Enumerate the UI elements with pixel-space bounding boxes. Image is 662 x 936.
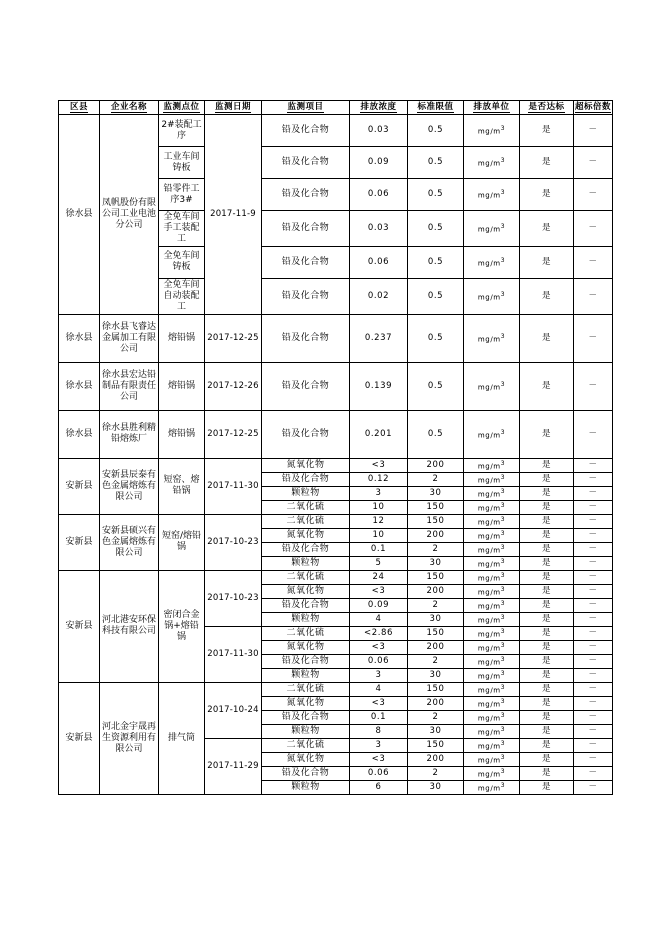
cell-limit: 2 <box>408 598 464 612</box>
cell-exceed: － <box>574 626 613 640</box>
cell-date: 2017-10-23 <box>205 514 262 570</box>
cell-unit: $mg/m^3$ <box>464 528 520 542</box>
cell-pass: 是 <box>520 570 574 584</box>
cell-pass: 是 <box>520 654 574 668</box>
cell-project: 颗粒物 <box>262 668 350 682</box>
cell-unit: $mg/m^3$ <box>464 640 520 654</box>
cell-exceed: － <box>574 682 613 696</box>
cell-limit: 30 <box>408 486 464 500</box>
header-cell-district: 区县 <box>59 101 100 115</box>
cell-unit: $mg/m^3$ <box>464 500 520 514</box>
cell-limit: 150 <box>408 514 464 528</box>
cell-exceed: － <box>574 179 613 211</box>
cell-unit: $mg/m^3$ <box>464 246 520 278</box>
cell-unit: $mg/m^3$ <box>464 584 520 598</box>
cell-limit: 0.5 <box>408 211 464 247</box>
cell-project: 铅及化合物 <box>262 147 350 179</box>
cell-concentration: 0.03 <box>350 211 408 247</box>
cell-company: 河北港安环保科技有限公司 <box>100 570 159 682</box>
cell-exceed: － <box>574 738 613 752</box>
cell-site: 熔铅锅 <box>159 410 205 458</box>
table-row <box>59 682 613 696</box>
cell-exceed: － <box>574 696 613 710</box>
header-cell-unit: 排放单位 <box>464 101 520 115</box>
cell-pass: 是 <box>520 211 574 247</box>
cell-site: 铅零件工序3# <box>159 179 205 211</box>
cell-pass: 是 <box>520 410 574 458</box>
table-row <box>59 362 613 410</box>
cell-limit: 2 <box>408 710 464 724</box>
cell-concentration: 0.139 <box>350 362 408 410</box>
cell-exceed: － <box>574 278 613 314</box>
cell-district: 徐水县 <box>59 314 100 362</box>
cell-pass: 是 <box>520 514 574 528</box>
spreadsheet-sheet <box>58 100 612 795</box>
cell-project: 铅及化合物 <box>262 542 350 556</box>
cell-site: 熔铅锅 <box>159 362 205 410</box>
cell-limit: 0.5 <box>408 179 464 211</box>
cell-concentration: <3 <box>350 584 408 598</box>
cell-pass: 是 <box>520 472 574 486</box>
cell-site: 熔铅锅 <box>159 314 205 362</box>
cell-concentration: <3 <box>350 640 408 654</box>
cell-date: 2017-11-9 <box>205 115 262 315</box>
cell-district: 徐水县 <box>59 115 100 315</box>
cell-pass: 是 <box>520 696 574 710</box>
cell-project: 铅及化合物 <box>262 314 350 362</box>
cell-project: 二氧化硫 <box>262 682 350 696</box>
cell-exceed: － <box>574 710 613 724</box>
table-header <box>59 101 613 115</box>
cell-company: 徐水县飞睿达金属加工有限公司 <box>100 314 159 362</box>
cell-project: 氮氧化物 <box>262 640 350 654</box>
cell-project: 颗粒物 <box>262 780 350 794</box>
cell-unit: $mg/m^3$ <box>464 612 520 626</box>
header-cell-exceed: 超标倍数 <box>574 101 613 115</box>
cell-project: 颗粒物 <box>262 556 350 570</box>
cell-site: 2#装配工序 <box>159 115 205 147</box>
cell-exceed: － <box>574 514 613 528</box>
header-cell-date: 监测日期 <box>205 101 262 115</box>
cell-concentration: <3 <box>350 696 408 710</box>
table-row <box>59 410 613 458</box>
cell-concentration: 0.201 <box>350 410 408 458</box>
table-row <box>59 458 613 472</box>
cell-concentration: 3 <box>350 738 408 752</box>
header-cell-company: 企业名称 <box>100 101 159 115</box>
cell-date: 2017-12-25 <box>205 410 262 458</box>
cell-concentration: 0.06 <box>350 654 408 668</box>
cell-site: 全免车间自动装配工 <box>159 278 205 314</box>
cell-pass: 是 <box>520 668 574 682</box>
cell-site: 短窑/熔铅锅 <box>159 514 205 570</box>
cell-pass: 是 <box>520 598 574 612</box>
cell-unit: $mg/m^3$ <box>464 752 520 766</box>
cell-concentration: 12 <box>350 514 408 528</box>
cell-exceed: － <box>574 362 613 410</box>
cell-unit: $mg/m^3$ <box>464 710 520 724</box>
cell-exceed: － <box>574 612 613 626</box>
cell-limit: 150 <box>408 626 464 640</box>
cell-project: 铅及化合物 <box>262 179 350 211</box>
header-cell-concentration: 排放浓度 <box>350 101 408 115</box>
cell-limit: 0.5 <box>408 246 464 278</box>
cell-concentration: 4 <box>350 612 408 626</box>
cell-concentration: 0.06 <box>350 766 408 780</box>
cell-project: 颗粒物 <box>262 724 350 738</box>
cell-date: 2017-10-24 <box>205 682 262 738</box>
cell-pass: 是 <box>520 246 574 278</box>
cell-pass: 是 <box>520 738 574 752</box>
cell-pass: 是 <box>520 486 574 500</box>
cell-unit: $mg/m^3$ <box>464 780 520 794</box>
cell-limit: 150 <box>408 682 464 696</box>
cell-pass: 是 <box>520 724 574 738</box>
cell-unit: $mg/m^3$ <box>464 668 520 682</box>
cell-concentration: 0.09 <box>350 598 408 612</box>
cell-limit: 30 <box>408 612 464 626</box>
cell-concentration: 0.02 <box>350 278 408 314</box>
cell-site: 排气筒 <box>159 682 205 794</box>
cell-pass: 是 <box>520 766 574 780</box>
cell-concentration: 0.09 <box>350 147 408 179</box>
cell-company: 凤帆股份有限公司工业电池分公司 <box>100 115 159 315</box>
cell-concentration: 24 <box>350 570 408 584</box>
cell-unit: $mg/m^3$ <box>464 724 520 738</box>
cell-site: 全免车间铸板 <box>159 246 205 278</box>
cell-pass: 是 <box>520 710 574 724</box>
cell-pass: 是 <box>520 584 574 598</box>
cell-concentration: <3 <box>350 458 408 472</box>
cell-limit: 0.5 <box>408 314 464 362</box>
cell-concentration: 0.1 <box>350 710 408 724</box>
cell-unit: $mg/m^3$ <box>464 654 520 668</box>
cell-project: 颗粒物 <box>262 486 350 500</box>
table-row <box>59 115 613 147</box>
cell-concentration: 10 <box>350 500 408 514</box>
cell-limit: 0.5 <box>408 278 464 314</box>
cell-pass: 是 <box>520 682 574 696</box>
cell-district: 安新县 <box>59 682 100 794</box>
cell-limit: 200 <box>408 584 464 598</box>
table-body <box>59 115 613 795</box>
cell-pass: 是 <box>520 115 574 147</box>
cell-unit: $mg/m^3$ <box>464 179 520 211</box>
cell-project: 二氧化硫 <box>262 514 350 528</box>
header-row <box>59 101 613 115</box>
cell-unit: $mg/m^3$ <box>464 514 520 528</box>
cell-concentration: 3 <box>350 486 408 500</box>
cell-site: 密闭合金锅+熔铅锅 <box>159 570 205 682</box>
cell-limit: 2 <box>408 766 464 780</box>
cell-exceed: － <box>574 115 613 147</box>
cell-date: 2017-11-30 <box>205 458 262 514</box>
cell-limit: 0.5 <box>408 147 464 179</box>
cell-limit: 150 <box>408 738 464 752</box>
cell-exceed: － <box>574 668 613 682</box>
cell-district: 安新县 <box>59 458 100 514</box>
cell-pass: 是 <box>520 640 574 654</box>
cell-pass: 是 <box>520 780 574 794</box>
header-cell-pass: 是否达标 <box>520 101 574 115</box>
cell-limit: 200 <box>408 752 464 766</box>
cell-exceed: － <box>574 598 613 612</box>
cell-project: 铅及化合物 <box>262 472 350 486</box>
cell-exceed: － <box>574 556 613 570</box>
cell-limit: 30 <box>408 556 464 570</box>
cell-limit: 30 <box>408 780 464 794</box>
header-cell-site: 监测点位 <box>159 101 205 115</box>
cell-project: 二氧化硫 <box>262 570 350 584</box>
cell-district: 安新县 <box>59 514 100 570</box>
cell-date: 2017-12-26 <box>205 362 262 410</box>
cell-unit: $mg/m^3$ <box>464 147 520 179</box>
cell-project: 铅及化合物 <box>262 710 350 724</box>
cell-exceed: － <box>574 458 613 472</box>
cell-concentration: 0.237 <box>350 314 408 362</box>
cell-exceed: － <box>574 724 613 738</box>
cell-exceed: － <box>574 246 613 278</box>
cell-company: 河北金宇晟再生资源利用有限公司 <box>100 682 159 794</box>
cell-company: 徐水县宏达铅制品有限责任公司 <box>100 362 159 410</box>
cell-exceed: － <box>574 752 613 766</box>
cell-site: 工业车间铸板 <box>159 147 205 179</box>
cell-unit: $mg/m^3$ <box>464 410 520 458</box>
cell-exceed: － <box>574 314 613 362</box>
header-cell-project: 监测项目 <box>262 101 350 115</box>
cell-pass: 是 <box>520 147 574 179</box>
cell-exceed: － <box>574 410 613 458</box>
cell-unit: $mg/m^3$ <box>464 682 520 696</box>
cell-concentration: <2.86 <box>350 626 408 640</box>
cell-limit: 30 <box>408 724 464 738</box>
cell-project: 铅及化合物 <box>262 246 350 278</box>
cell-project: 氮氧化物 <box>262 696 350 710</box>
cell-unit: $mg/m^3$ <box>464 598 520 612</box>
cell-concentration: 8 <box>350 724 408 738</box>
cell-limit: 2 <box>408 542 464 556</box>
cell-date: 2017-12-25 <box>205 314 262 362</box>
cell-project: 氮氧化物 <box>262 458 350 472</box>
cell-pass: 是 <box>520 528 574 542</box>
cell-unit: $mg/m^3$ <box>464 738 520 752</box>
cell-district: 徐水县 <box>59 410 100 458</box>
cell-exceed: － <box>574 486 613 500</box>
cell-project: 二氧化硫 <box>262 500 350 514</box>
cell-limit: 200 <box>408 458 464 472</box>
header-cell-limit: 标准限值 <box>408 101 464 115</box>
cell-pass: 是 <box>520 314 574 362</box>
cell-exceed: － <box>574 584 613 598</box>
cell-date: 2017-11-30 <box>205 626 262 682</box>
cell-exceed: － <box>574 570 613 584</box>
cell-limit: 200 <box>408 528 464 542</box>
cell-unit: $mg/m^3$ <box>464 542 520 556</box>
cell-exceed: － <box>574 147 613 179</box>
cell-company: 徐水县胜利精铅熔炼厂 <box>100 410 159 458</box>
emissions-monitoring-table <box>58 100 613 795</box>
cell-exceed: － <box>574 766 613 780</box>
cell-pass: 是 <box>520 752 574 766</box>
cell-exceed: － <box>574 654 613 668</box>
cell-pass: 是 <box>520 556 574 570</box>
cell-pass: 是 <box>520 612 574 626</box>
cell-concentration: 3 <box>350 668 408 682</box>
cell-exceed: － <box>574 472 613 486</box>
cell-project: 铅及化合物 <box>262 410 350 458</box>
table-row <box>59 570 613 584</box>
cell-concentration: 0.03 <box>350 115 408 147</box>
cell-concentration: 10 <box>350 528 408 542</box>
cell-unit: $mg/m^3$ <box>464 458 520 472</box>
cell-exceed: － <box>574 640 613 654</box>
cell-limit: 0.5 <box>408 362 464 410</box>
cell-project: 铅及化合物 <box>262 766 350 780</box>
cell-project: 二氧化硫 <box>262 626 350 640</box>
cell-concentration: 0.1 <box>350 542 408 556</box>
cell-pass: 是 <box>520 362 574 410</box>
table-row <box>59 314 613 362</box>
cell-unit: $mg/m^3$ <box>464 472 520 486</box>
cell-pass: 是 <box>520 626 574 640</box>
cell-unit: $mg/m^3$ <box>464 556 520 570</box>
cell-unit: $mg/m^3$ <box>464 278 520 314</box>
cell-concentration: 6 <box>350 780 408 794</box>
cell-limit: 0.5 <box>408 410 464 458</box>
cell-unit: $mg/m^3$ <box>464 314 520 362</box>
cell-pass: 是 <box>520 458 574 472</box>
cell-site: 全免车间手工装配工 <box>159 211 205 247</box>
cell-limit: 150 <box>408 500 464 514</box>
cell-pass: 是 <box>520 278 574 314</box>
cell-concentration: 0.06 <box>350 246 408 278</box>
cell-limit: 30 <box>408 668 464 682</box>
cell-exceed: － <box>574 780 613 794</box>
cell-company: 安新县硕兴有色金属熔炼有限公司 <box>100 514 159 570</box>
cell-concentration: 0.12 <box>350 472 408 486</box>
cell-exceed: － <box>574 542 613 556</box>
cell-project: 二氧化硫 <box>262 738 350 752</box>
cell-site: 短窑、熔铅锅 <box>159 458 205 514</box>
cell-date: 2017-11-29 <box>205 738 262 794</box>
cell-project: 氮氧化物 <box>262 528 350 542</box>
cell-project: 氮氧化物 <box>262 752 350 766</box>
cell-pass: 是 <box>520 179 574 211</box>
cell-concentration: 0.06 <box>350 179 408 211</box>
cell-project: 铅及化合物 <box>262 211 350 247</box>
cell-unit: $mg/m^3$ <box>464 696 520 710</box>
cell-limit: 0.5 <box>408 115 464 147</box>
cell-concentration: 4 <box>350 682 408 696</box>
cell-district: 徐水县 <box>59 362 100 410</box>
cell-project: 铅及化合物 <box>262 278 350 314</box>
cell-date: 2017-10-23 <box>205 570 262 626</box>
cell-pass: 是 <box>520 500 574 514</box>
cell-project: 铅及化合物 <box>262 362 350 410</box>
cell-company: 安新县辰泰有色金属熔炼有限公司 <box>100 458 159 514</box>
cell-project: 颗粒物 <box>262 612 350 626</box>
table-row <box>59 514 613 528</box>
cell-unit: $mg/m^3$ <box>464 766 520 780</box>
cell-unit: $mg/m^3$ <box>464 626 520 640</box>
cell-project: 铅及化合物 <box>262 115 350 147</box>
cell-district: 安新县 <box>59 570 100 682</box>
cell-project: 氮氧化物 <box>262 584 350 598</box>
cell-concentration: 5 <box>350 556 408 570</box>
cell-pass: 是 <box>520 542 574 556</box>
cell-exceed: － <box>574 500 613 514</box>
cell-limit: 200 <box>408 640 464 654</box>
cell-unit: $mg/m^3$ <box>464 486 520 500</box>
cell-unit: $mg/m^3$ <box>464 115 520 147</box>
cell-limit: 2 <box>408 654 464 668</box>
cell-limit: 150 <box>408 570 464 584</box>
cell-concentration: <3 <box>350 752 408 766</box>
cell-unit: $mg/m^3$ <box>464 211 520 247</box>
cell-exceed: － <box>574 528 613 542</box>
cell-project: 铅及化合物 <box>262 654 350 668</box>
cell-exceed: － <box>574 211 613 247</box>
cell-limit: 200 <box>408 696 464 710</box>
cell-unit: $mg/m^3$ <box>464 362 520 410</box>
cell-unit: $mg/m^3$ <box>464 570 520 584</box>
cell-limit: 2 <box>408 472 464 486</box>
cell-project: 铅及化合物 <box>262 598 350 612</box>
